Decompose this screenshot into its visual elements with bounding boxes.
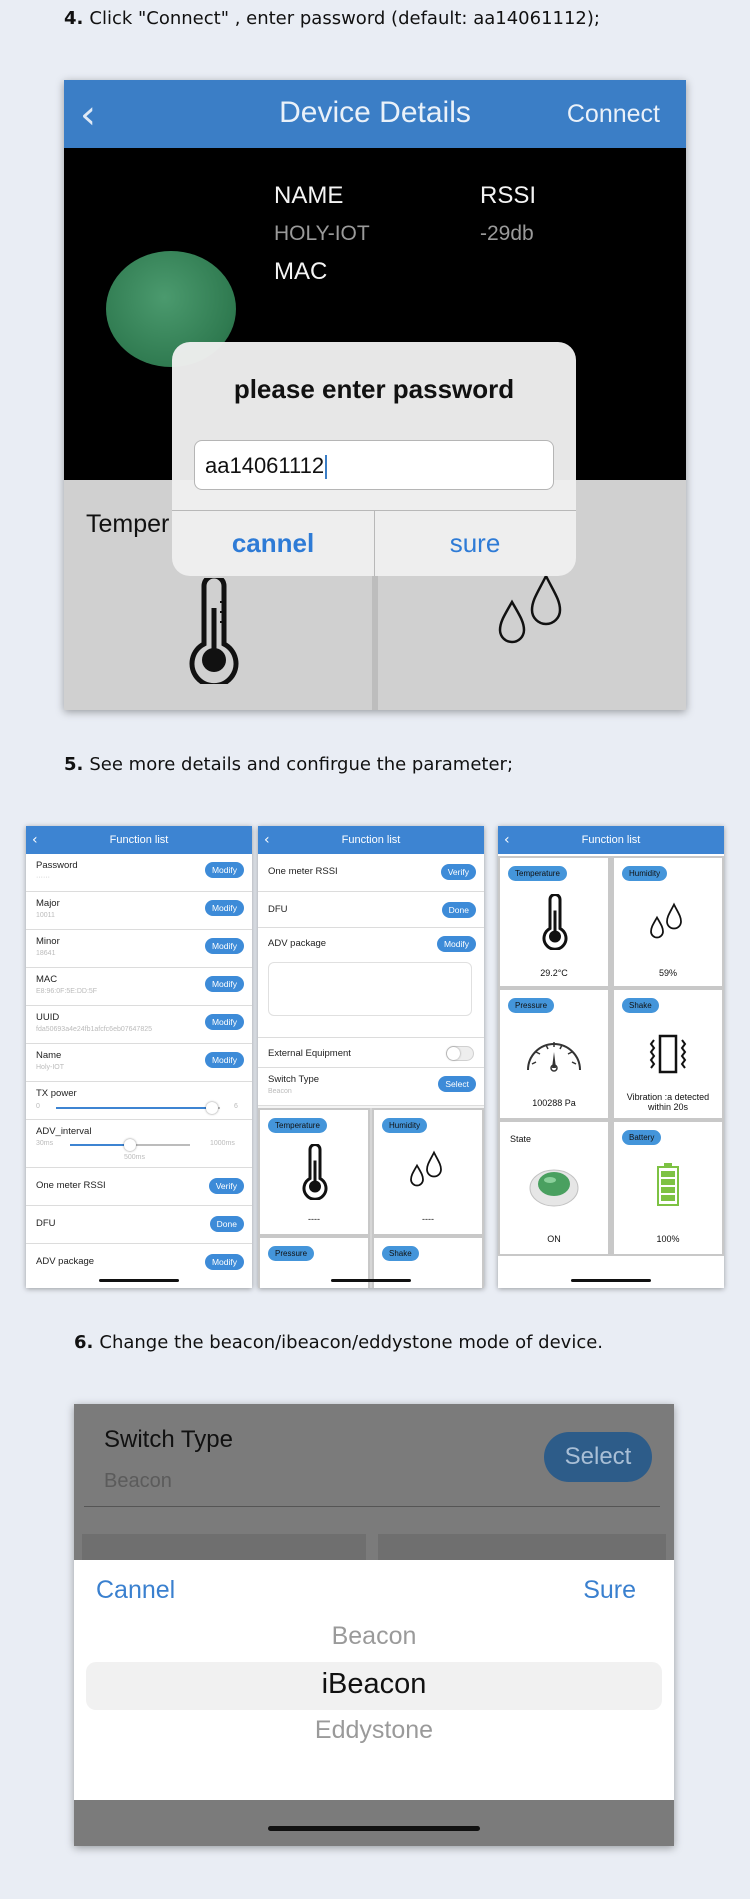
step-number: 4. — [64, 8, 84, 29]
row-label: Password — [36, 860, 78, 871]
slider-min: 30ms — [36, 1140, 54, 1147]
cell-value: Vibration :a detected within 20s — [626, 1092, 710, 1112]
list-item — [26, 1168, 252, 1206]
nav-title: Function list — [341, 834, 401, 846]
cell-value: ON — [547, 1234, 561, 1244]
list-item — [258, 892, 484, 928]
humidity-icon — [408, 1150, 448, 1190]
home-indicator — [331, 1279, 411, 1282]
external-equipment-row — [258, 1038, 484, 1068]
cell-pill: Battery — [622, 1130, 661, 1145]
nav-bar — [26, 826, 252, 854]
verify-button[interactable]: Verify — [209, 1178, 244, 1194]
row-value: 18641 — [36, 950, 56, 957]
row-value: E8:96:0F:5E:DD:5F — [36, 988, 98, 995]
list-item — [26, 968, 252, 1006]
thermometer-icon — [184, 578, 244, 684]
modify-button[interactable]: Modify — [205, 976, 244, 992]
cell-pill: Pressure — [508, 998, 554, 1013]
done-button[interactable]: Done — [210, 1216, 244, 1232]
step-number: 5. — [64, 754, 84, 775]
verify-button[interactable]: Verify — [441, 864, 476, 880]
cancel-button[interactable]: Cannel — [96, 1576, 176, 1604]
divider — [84, 1506, 660, 1507]
cell-value: 100% — [656, 1234, 680, 1244]
connect-button[interactable]: Connect — [566, 100, 660, 128]
external-equipment-toggle[interactable] — [446, 1046, 474, 1061]
cell-pill: Shake — [382, 1246, 419, 1261]
home-indicator — [268, 1826, 480, 1831]
adv-package-textarea[interactable] — [268, 962, 472, 1016]
adv-interval-row — [26, 1120, 252, 1168]
slider-max: 1000ms — [210, 1140, 235, 1147]
row-label: External Equipment — [268, 1048, 351, 1059]
row-label: Name — [36, 1050, 62, 1061]
state-cell[interactable] — [500, 1122, 608, 1254]
modify-button[interactable]: Modify — [205, 862, 244, 878]
battery-cell[interactable] — [614, 1122, 722, 1254]
chevron-left-icon[interactable]: ‹ — [504, 832, 510, 848]
humidity-cell[interactable] — [374, 1110, 482, 1234]
toggle-knob — [447, 1047, 460, 1060]
picker-sheet — [74, 1560, 674, 1800]
list-item — [26, 1006, 252, 1044]
step-4-caption — [64, 8, 600, 29]
humidity-icon — [494, 572, 574, 650]
rssi-value: -29db — [480, 222, 534, 245]
function-list-screen-2 — [258, 826, 484, 1288]
step-text: Change the beacon/ibeacon/eddystone mode of device. — [99, 1332, 604, 1353]
slider-value: 500ms — [124, 1154, 146, 1161]
humidity-icon — [648, 902, 688, 942]
chevron-left-icon[interactable]: ‹ — [264, 832, 270, 848]
device-details-screenshot — [64, 80, 686, 710]
list-item — [26, 854, 252, 892]
cell-pill: Shake — [622, 998, 659, 1013]
list-item — [26, 930, 252, 968]
thermometer-icon — [540, 894, 570, 950]
cell-pill: Pressure — [268, 1246, 314, 1261]
page-title: Device Details — [279, 96, 471, 129]
nav-bar — [64, 80, 686, 148]
slider-fill — [56, 1107, 212, 1109]
home-indicator — [571, 1279, 651, 1282]
slider-fill — [70, 1144, 130, 1146]
tx-power-slider[interactable] — [56, 1107, 220, 1109]
row-label: One meter RSSI — [268, 866, 338, 877]
step-text: See more details and confirgue the parameter; — [89, 754, 514, 775]
nav-title: Function list — [581, 834, 641, 846]
cell-value: 100288 Pa — [532, 1098, 576, 1108]
row-label: One meter RSSI — [36, 1180, 106, 1191]
row-label: ADV package — [36, 1256, 95, 1267]
function-list-screen-3 — [498, 826, 724, 1288]
row-value: Holy-IOT — [36, 1064, 64, 1071]
row-label: DFU — [268, 904, 288, 915]
divider — [372, 570, 378, 710]
password-input[interactable]: aa14061112 — [194, 440, 554, 490]
row-label: TX power — [36, 1088, 77, 1099]
cell-pill: Temperature — [268, 1118, 327, 1133]
temperature-label: Temper — [86, 510, 170, 538]
select-button[interactable]: Select — [438, 1076, 476, 1092]
battery-icon — [656, 1162, 680, 1206]
modify-button[interactable]: Modify — [205, 900, 244, 916]
chevron-left-icon[interactable]: ‹ — [80, 92, 96, 138]
picker-option-eddystone[interactable]: Eddystone — [314, 1716, 434, 1744]
step-6-caption — [74, 1332, 603, 1353]
pressure-cell[interactable] — [500, 990, 608, 1118]
row-value: Beacon — [268, 1088, 292, 1095]
vibration-icon — [648, 1032, 688, 1076]
dialog-title: please enter password — [233, 374, 515, 404]
nav-title: Function list — [109, 834, 169, 846]
row-label: ADV_interval — [36, 1126, 92, 1137]
sensor-grid — [258, 1108, 484, 1288]
mac-label: MAC — [274, 258, 328, 285]
nav-bar — [258, 826, 484, 854]
text-cursor — [325, 455, 327, 479]
list-item — [258, 854, 484, 892]
row-label: DFU — [36, 1218, 56, 1229]
row-label: Switch Type — [268, 1074, 320, 1085]
list-item — [26, 1044, 252, 1082]
cell-value: ---- — [308, 1214, 320, 1224]
thermometer-icon — [300, 1144, 330, 1200]
slider-min: 0 — [36, 1103, 40, 1110]
password-dialog — [172, 342, 576, 576]
modify-button[interactable]: Modify — [205, 1254, 244, 1270]
picker-option-ibeacon[interactable]: iBeacon — [321, 1668, 427, 1700]
list-item — [26, 1206, 252, 1244]
function-list-screen-1 — [26, 826, 252, 1288]
row-label: MAC — [36, 974, 58, 985]
row-label: ADV package — [268, 938, 327, 949]
name-label: NAME — [274, 182, 344, 209]
slider-knob[interactable] — [206, 1102, 218, 1114]
sensor-grid — [498, 856, 724, 1256]
adv-package-row — [258, 928, 484, 1038]
slider-knob[interactable] — [124, 1139, 136, 1151]
switch-type-screenshot — [74, 1404, 674, 1846]
step-text: Click "Connect" , enter password (default: aa14061112); — [89, 8, 600, 29]
temperature-cell[interactable] — [260, 1110, 368, 1234]
cell-pill: Temperature — [508, 866, 567, 881]
temperature-cell[interactable] — [500, 858, 608, 986]
cell-value: 59% — [658, 968, 677, 978]
chevron-left-icon[interactable]: ‹ — [32, 832, 38, 848]
row-label: Minor — [36, 936, 60, 947]
list-item — [26, 892, 252, 930]
modify-button[interactable]: Modify — [437, 936, 476, 952]
slider-max: 6 — [234, 1103, 238, 1110]
adv-interval-slider[interactable] — [70, 1144, 190, 1146]
tx-power-row — [26, 1082, 252, 1120]
switch-type-value: Beacon — [104, 1470, 172, 1492]
row-value: 10011 — [36, 912, 55, 919]
home-indicator — [99, 1279, 179, 1282]
device-image — [528, 1164, 580, 1208]
shake-cell[interactable] — [614, 990, 722, 1118]
cell-value: 29.2°C — [540, 968, 568, 978]
switch-type-row — [258, 1068, 484, 1106]
sure-button[interactable]: sure — [449, 528, 501, 558]
done-button[interactable]: Done — [442, 902, 476, 918]
picker-option-beacon[interactable]: Beacon — [331, 1622, 417, 1650]
cancel-button[interactable]: cannel — [231, 528, 315, 558]
modify-button[interactable]: Modify — [205, 1052, 244, 1068]
step-5-caption — [64, 754, 513, 775]
cell-value: ---- — [422, 1214, 434, 1224]
gauge-icon — [524, 1034, 584, 1074]
modify-button[interactable]: Modify — [205, 938, 244, 954]
row-value: ······ — [36, 874, 50, 881]
cell-pill: Humidity — [622, 866, 667, 881]
cell-label: State — [510, 1134, 532, 1144]
row-label: UUID — [36, 1012, 60, 1023]
name-value: HOLY-IOT — [274, 222, 370, 245]
row-label: Major — [36, 898, 60, 909]
step-number: 6. — [74, 1332, 94, 1353]
select-button[interactable]: Select — [544, 1432, 652, 1482]
humidity-cell[interactable] — [614, 858, 722, 986]
nav-bar — [498, 826, 724, 854]
row-value: fda50693a4e24fb1afcfc6eb07647825 — [36, 1026, 152, 1033]
sure-button[interactable]: Sure — [583, 1576, 636, 1604]
switch-type-label: Switch Type — [104, 1426, 233, 1453]
modify-button[interactable]: Modify — [205, 1014, 244, 1030]
cell-pill: Humidity — [382, 1118, 427, 1133]
rssi-label: RSSI — [480, 182, 537, 209]
